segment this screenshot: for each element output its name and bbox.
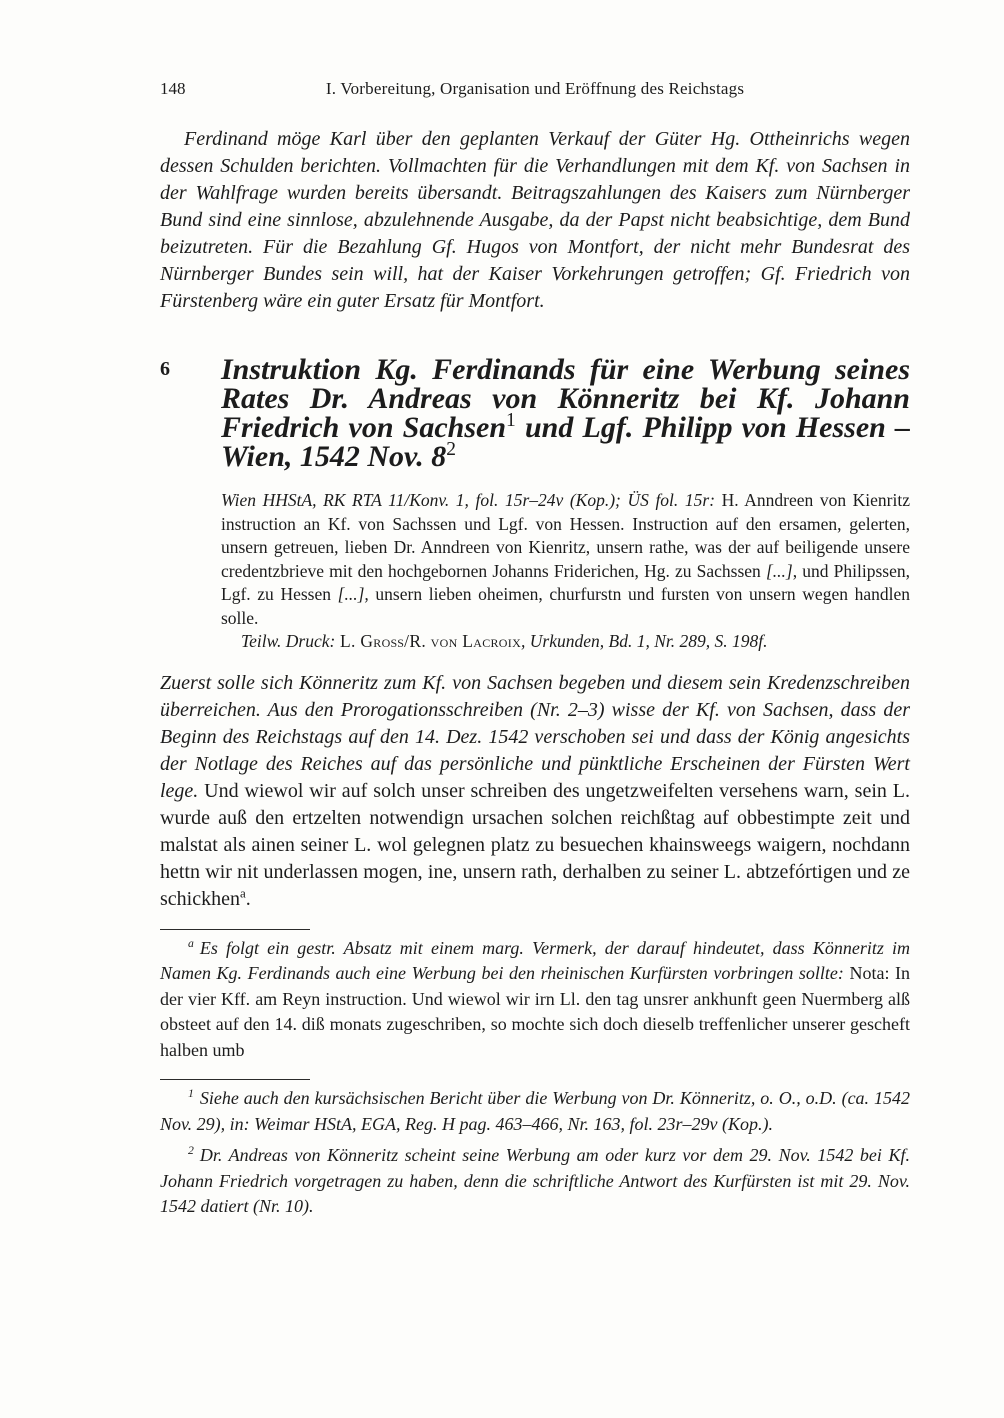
- source-note-block: [221, 489, 910, 654]
- footnote-2: [160, 1143, 910, 1220]
- print-label: Teilw. Druck:: [241, 631, 336, 651]
- entry-number: 6: [160, 358, 170, 380]
- entry-title: [221, 355, 910, 471]
- archive-signature: Wien HHStA, RK RTA 11/Konv. 1, fol. 15r–24v (Kop.); ÜS fol. 15r:: [221, 490, 716, 510]
- text-column: [160, 78, 910, 1220]
- manuscript-heading-2: , und Philipssen, Lgf. zu Hessen: [221, 560, 910, 604]
- regest-end-period: .: [245, 887, 251, 910]
- footnote-2-text: Dr. Andreas von Könneritz scheint seine Werbung am oder kurz vor dem 29. Nov. 1542 bei Kf. Johann Friedrich vorgetragen zu haben, denn die schriftliche Antwort des Kurfürsten ist mit 29. Nov. 1542 datiert (Nr. 10).: [160, 1145, 910, 1216]
- regest-summary-text: Zuerst solle sich Könneritz zum Kf. von Sachsen begeben und diesem sein Kredenzschreiben überreichen. Aus den Prorogationsschreiben (Nr. 2–3) wisse der Kf. von Sachsen, dass der Beginn des Reichstags auf den 14. Dez. 1542 verschoben sei und dass der König angesichts der Notlage des Reiches auf das persönliche und pünktliche Erscheinen der Fürsten Wert lege.: [160, 671, 910, 802]
- footnote-ref-2: 2: [446, 439, 457, 460]
- print-authors: L. Groß/R. von Lacroix: [335, 631, 522, 651]
- omission-mark: [...]: [765, 560, 793, 581]
- regest-quotation: Und wiewol wir auf solch unser schreiben des ungetzweifelten versehens warn, sein L. wurde auß den ertzelten notwendign ursachen solchen reichßtag auf obbestimpte zeit und malstat als ainen seiner L. wol gelegnen platz zu besuechen khainsweegs waigern, nochdann hettn wir nit underlassen mogen, ine, unsern rath, derhalben zu seiner L. abtzefórtigen und ze schickhen: [160, 779, 910, 910]
- footnote-ref-1: 1: [506, 410, 516, 431]
- archive-reference: [221, 489, 910, 630]
- page-number: 148: [160, 79, 186, 98]
- omission-mark-2: [...],: [337, 584, 369, 604]
- manuscript-heading: H. Anndreen von Kienritz instruction an Kf. von Sachssen und Lgf. von Hessen. Instruction auf den ersamen, gelerten, unsern getreuen, lieben Dr. Anndreen von Kienritz, unsern rathe, was der auf beiligende unsere credentzbrieve mit den hochgebornen Johanns Friderichen, Hg. zu Sachssen: [221, 490, 911, 581]
- entry-title-text-2: und Lgf. Philipp von Hessen – Wien, 1542 Nov. 8: [221, 411, 910, 473]
- footnote-a-editorial-text: Es folgt ein gestr. Absatz mit einem marg. Vermerk, der darauf hindeutet, dass Könneritz im Namen Kg. Ferdinands auch eine Werbung bei den rheinischen Kurfürsten vorbringen sollte:: [160, 937, 910, 983]
- entry-title-text: Instruktion Kg. Ferdinands für eine Werbung seines Rates Dr. Andreas von Könneritz bei Kf. Johann Friedrich von Sachsen: [221, 353, 910, 444]
- running-head: [160, 78, 910, 102]
- footnote-1-text: Siehe auch den kursächsischen Bericht über die Werbung von Dr. Könneritz, o. O., o.D. (ca. 1542 Nov. 29), in: Weimar HStA, EGA, Reg. H pag. 463–466, Nr. 163, fol. 23r–29v (Kop.).: [160, 1088, 910, 1134]
- footnote-ref-a: a: [239, 884, 246, 900]
- footnote-a-quotation: Nota: In der vier Kff. am Reyn instruction. Und wiewol wir irn Ll. den tag unsrer ankhunft geen Nuermberg alß obsteet auf den 14. diß monats zugeschriben, so mochte sich doch dieselb treffenlicher unserer gescheft halben umb: [160, 963, 911, 1060]
- summary-regest-paragraph: Ferdinand möge Karl über den geplanten Verkauf der Güter Hg. Ottheinrichs wegen dessen Schulden berichten. Vollmachten für die Verhandlungen mit dem Kf. von Sachsen in der Wahlfrage wurden bereits übersandt. Beitragszahlungen des Kaisers zum Nürnberger Bund sind eine sinnlose, abzulehnende Ausgabe, da der Papst nicht beabsichtige, dem Bund beizutreten. Für die Bezahlung Gf. Hugos von Montfort, der nicht mehr Bundesrat des Nürnberger Bundes sein will, hat der Kaiser Vorkehrungen getroffen; Gf. Friedrich von Fürstenberg wäre ein guter Ersatz für Montfort.: [160, 128, 910, 312]
- footnote-a-marker: a: [188, 936, 194, 950]
- print-work: , Urkunden, Bd. 1, Nr. 289, S. 198f.: [521, 631, 768, 651]
- footnote-a: [160, 936, 910, 1064]
- print-reference: [221, 630, 910, 654]
- manuscript-heading-3: unsern lieben oheimen, churfurstn und fursten von unsern wegen handlen solle.: [221, 584, 910, 628]
- entry-heading: [160, 355, 910, 471]
- regest-paragraph: [160, 670, 910, 913]
- footnote-2-marker: 2: [188, 1144, 194, 1157]
- footnote-1-marker: 1: [188, 1087, 194, 1100]
- footnote-separator-apparatus: [160, 929, 310, 930]
- running-title: I. Vorbereitung, Organisation und Eröffnung des Reichstags: [325, 79, 745, 98]
- footnote-separator-numbered: [160, 1079, 310, 1080]
- footnote-1: [160, 1086, 910, 1137]
